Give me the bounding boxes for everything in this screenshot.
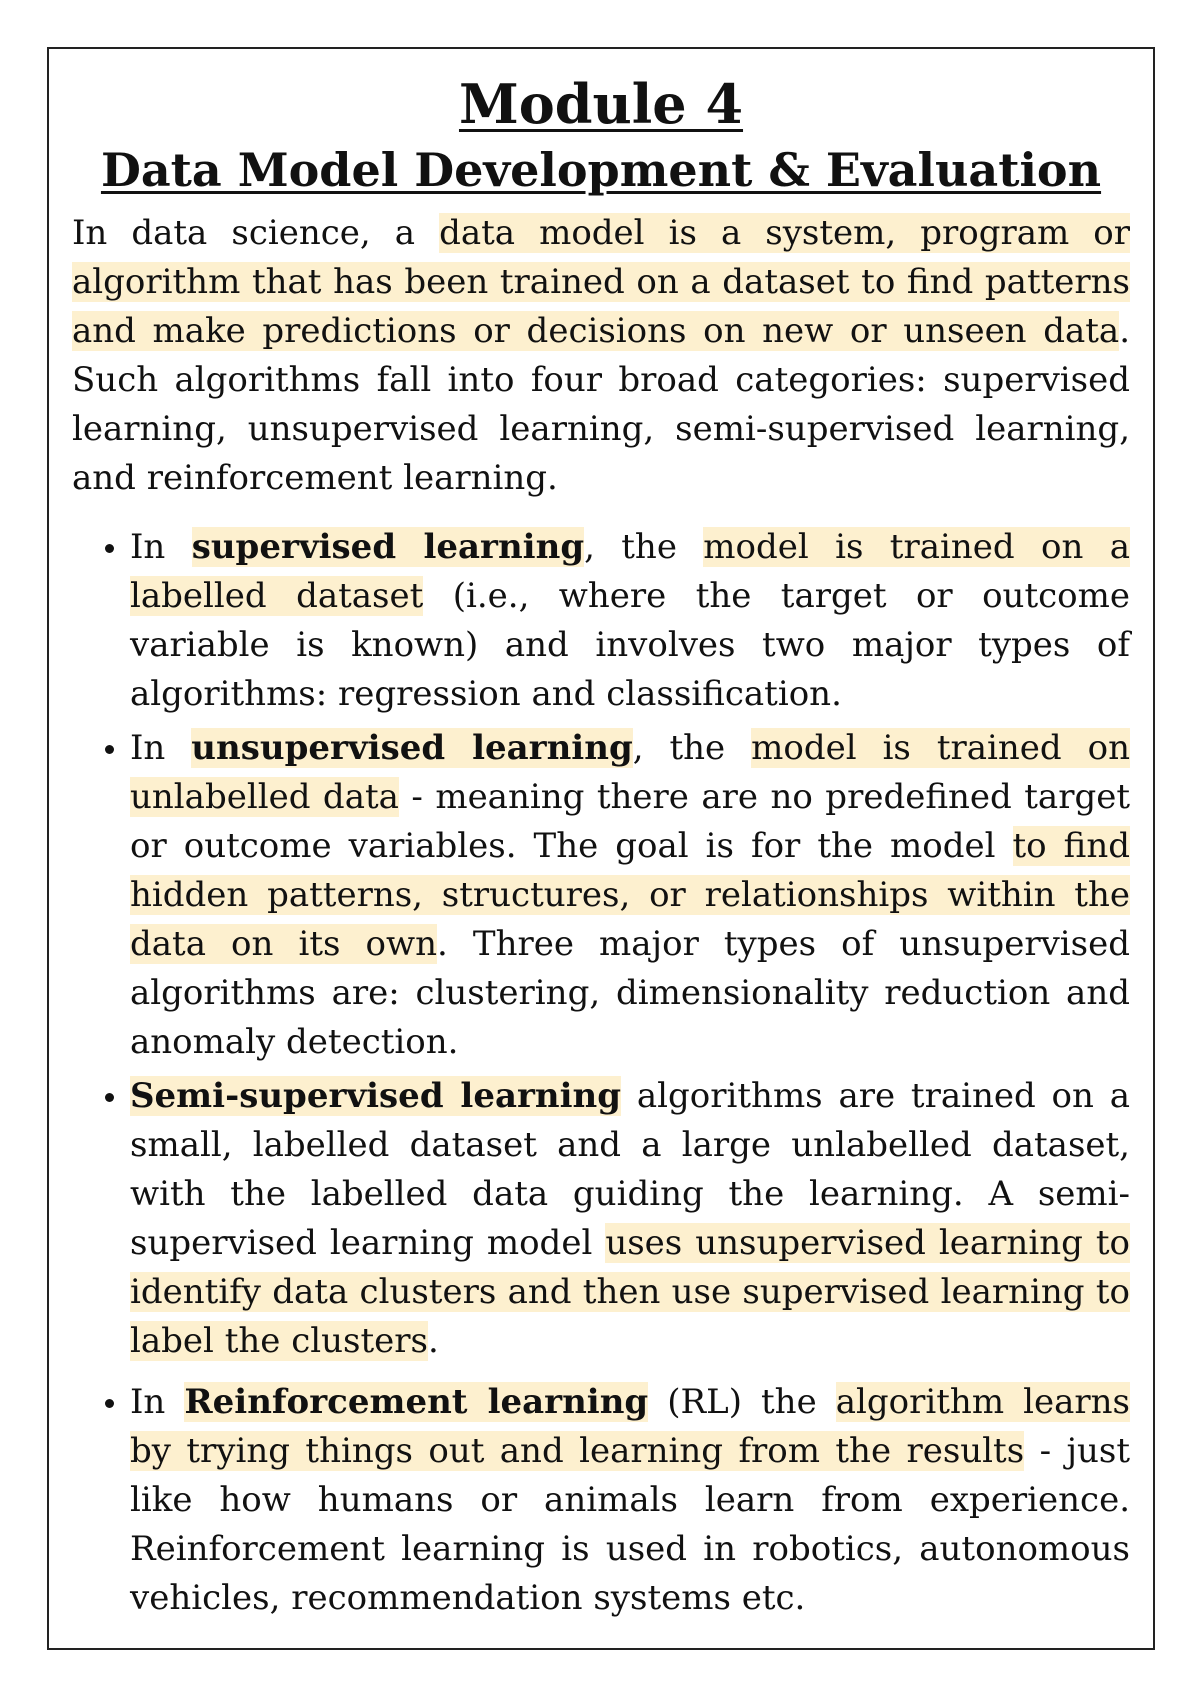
content-body [72,209,1130,1623]
semi-supervised-rest: . [427,1321,439,1361]
unsupervised-mid1: , the [632,728,752,768]
reinforcement-mid: (RL) the [648,1382,836,1422]
supervised-highlight: model is trained on a labelled dataset [130,527,1130,616]
unsupervised-rest: . Three major types of unsupervised algorithms are: clustering, dimensionality reduction and anomaly detection. [130,924,1130,1062]
supervised-term: supervised learning [191,527,585,567]
semi-supervised-highlight: uses unsupervised learning to identify data clusters and then use supervised learning to label the clusters [130,1223,1130,1361]
intro-definition-highlight: data model is a system, program or algorithm that has been trained on a dataset to find patterns and make predictions or decisions on new or unseen data [72,213,1130,351]
supervised-mid: , the [584,527,704,567]
semi-supervised-term: Semi-supervised learning [130,1076,622,1116]
intro-paragraph [72,209,1130,503]
intro-text-pre: In data science, a [72,213,440,253]
unsupervised-highlight-1: model is trained on unlabelled data [130,728,1131,817]
supervised-rest: (i.e., where the target or outcome variable is known) and involves two major types of algorithms: regression and classification. [130,576,1130,714]
list-item-unsupervised [130,724,1130,1067]
reinforcement-rest: - just like how humans or animals learn from experience. Reinforcement learning is used in robotics, autonomous vehicles, recommendation systems etc. [130,1431,1130,1618]
unsupervised-mid2: - meaning there are no predefined target or outcome variables. The goal is for the model [130,777,1130,866]
module-subtitle: Data Model Development & Evaluation [100,143,1102,197]
unsupervised-term: unsupervised learning [191,728,633,768]
list-item-reinforcement [130,1378,1130,1623]
learning-types-list [72,523,1130,1623]
unsupervised-highlight-2: to find hidden patterns, structures, or relationships within the data on its own [130,826,1130,964]
module-title: Module 4 [458,72,744,136]
list-item-semi-supervised [130,1072,1130,1366]
reinforcement-lead: In [130,1382,185,1422]
intro-text-post: . Such algorithms fall into four broad categories: supervised learning, unsupervised learning, semi-supervised learning, and reinforcement learning. [72,311,1130,498]
page-border [47,47,1155,1650]
reinforcement-term: Reinforcement learning [184,1382,649,1422]
supervised-lead: In [130,527,192,567]
reinforcement-highlight: algorithm learns by trying things out and learning from the results [130,1382,1130,1471]
list-item-supervised [130,523,1130,719]
unsupervised-lead: In [130,728,192,768]
semi-supervised-mid: algorithms are trained on a small, labelled dataset and a large unlabelled dataset, with the labelled data guiding the learning. A semi-supervised learning model [130,1076,1131,1263]
